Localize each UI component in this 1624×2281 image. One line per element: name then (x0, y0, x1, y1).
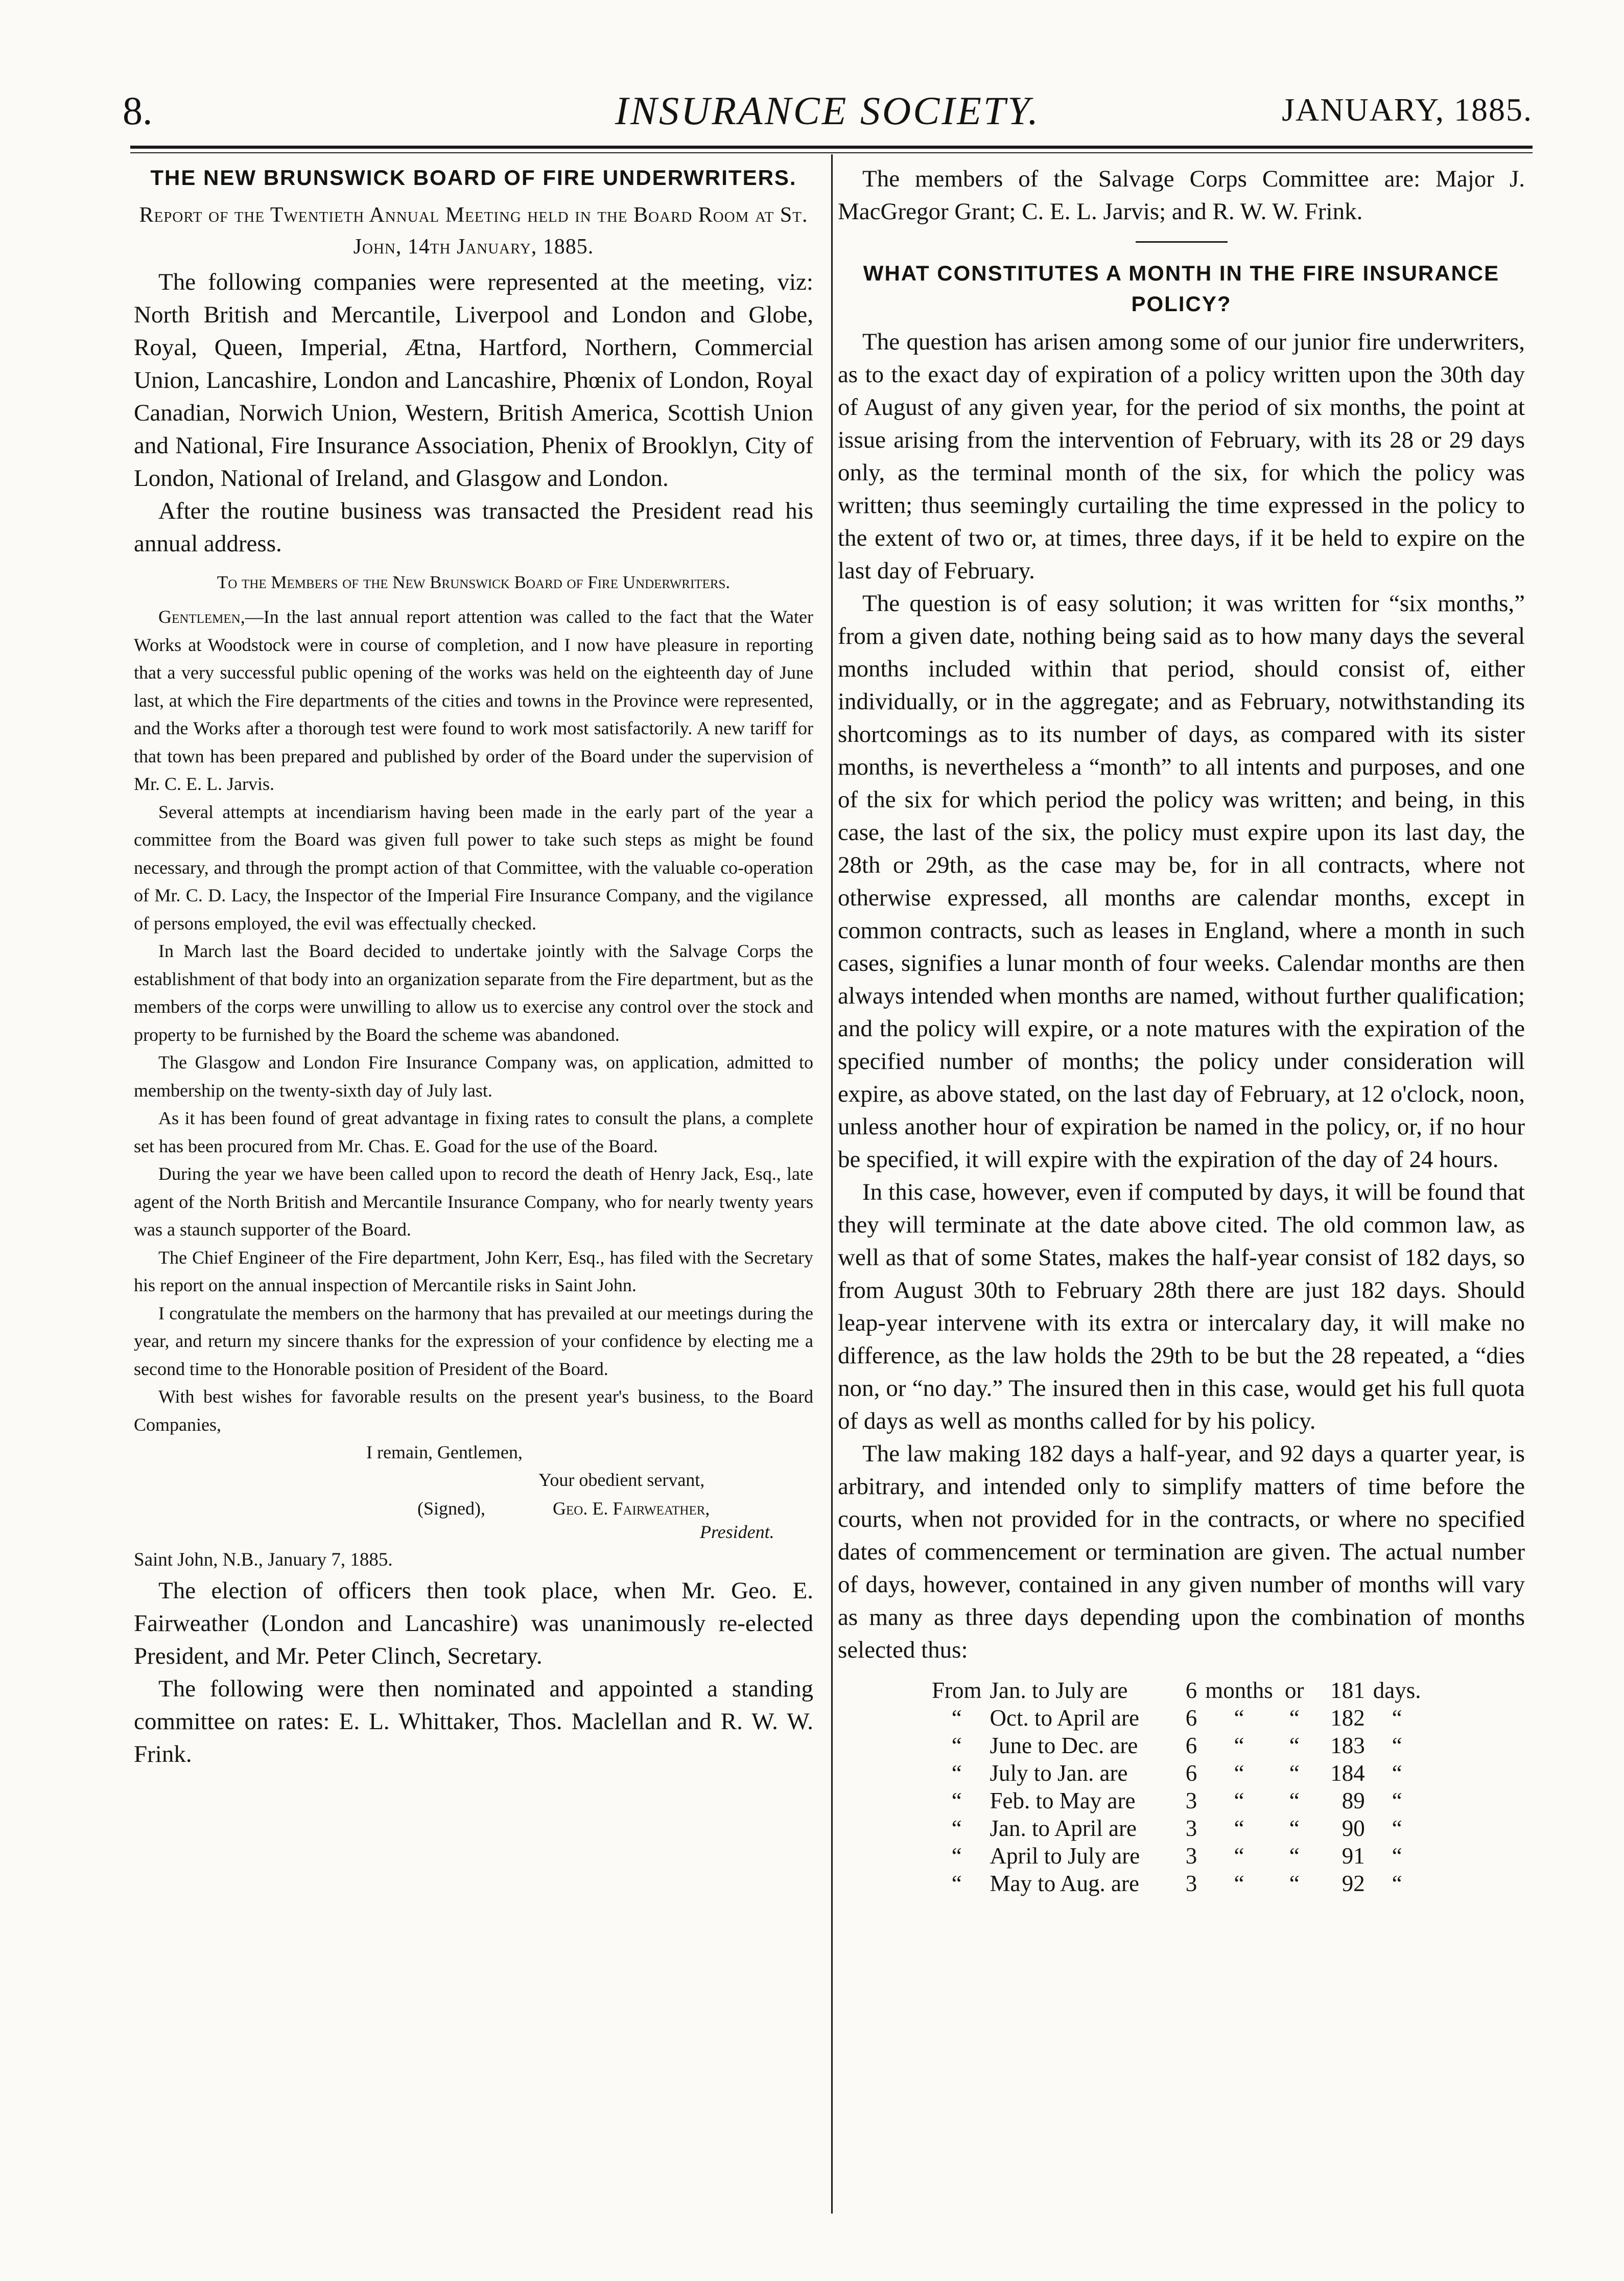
closing-servant: Your obedient servant, (538, 1470, 705, 1490)
address-heading: To the Members of the New Brunswick Board of Fire Underwriters. (217, 572, 731, 592)
paragraph: The question is of easy solution; it was written for “six months,” from a given date, nothing being said as to how many days the several months included within that period, should consist of, either individually, or in the aggregate; and as February, notwithstanding its shortcomings as to its number of days, as compared with its sister months, is nevertheless a “month” to all intents and purposes, and one of the six for which period the policy was written; and being, in this case, the last of the six, the policy must expire upon its last day, the 28th or 29th, as the case may be, for in all contracts, where not otherwise expressed, all months are calendar months, except in common contracts, such as leases in England, where a month in such cases, signifies a lunar month of four weeks. Calendar months are then always intended when months are named, without further qualification; and the policy will expire, or a note matures with the expiration of the specified number of months; the policy under consideration will expire, as above stated, on the last day of February, at 12 o'clock, noon, unless another hour of expiration be named in the policy, or, if no hour be specified, it will expire with the expiration of the day of 24 hours. (838, 590, 1525, 1173)
paragraph: The following were then nominated and appointed a standing committee on rates: E. L. Whittaker, Thos. Maclellan and R. W. W. Frink. (134, 1675, 813, 1767)
table-cell-mword: “ (1234, 1760, 1244, 1786)
salutation: Gentlemen, (158, 607, 245, 627)
table-cell-range: Oct. to April are (990, 1705, 1139, 1731)
table-cell-conj: “ (1289, 1816, 1300, 1841)
table-cell-lead: “ (951, 1843, 962, 1869)
address-paragraph: The Chief Engineer of the Fire department, John Kerr, Esq., has filed with the Secretary his report on the annual inspection of Mercantile risks in Saint John. (134, 1247, 813, 1295)
table-cell-months: 3 (1185, 1788, 1197, 1813)
journal-title: INSURANCE SOCIETY. (615, 88, 1040, 133)
column-divider (831, 154, 833, 2214)
table-cell-months: 6 (1185, 1705, 1197, 1731)
article-title-month: WHAT CONSTITUTES A MONTH IN THE FIRE INSURANCE POLICY? (863, 261, 1500, 316)
address-paragraph: The Glasgow and London Fire Insurance Company was, on application, admitted to membership on the twenty-sixth day of July last. (134, 1052, 813, 1101)
paragraph: The following companies were represented at the meeting, viz: North British and Mercantile, Liverpool and London and Globe, Royal, Queen, Imperial, Ætna, Hartford, Northern, Commercial Union, Lancashire, London and Lancashire, Phœnix of London, Royal Canadian, Norwich Union, Western, British America, Scottish Union and National, Fire Insurance Association, Phenix of Brooklyn, City of London, National of Ireland, and Glasgow and London. (134, 269, 813, 492)
paragraph: The law making 182 days a half-year, and 92 days a quarter year, is arbitrary, and intended only to simplify matters of time before the courts, when not provided for in the contracts, or where no specified dates of commencement or termination are given. The actual number of days, however, contained in any given number of months will vary as many as three days depending upon the combination of months selected thus: (838, 1440, 1525, 1663)
header-rule-thin (130, 152, 1533, 153)
table-cell-dword: “ (1392, 1788, 1402, 1813)
page-header (123, 88, 1533, 134)
article-title-nb-board: THE NEW BRUNSWICK BOARD OF FIRE UNDERWRITERS. (150, 166, 797, 190)
table-cell-range: June to Dec. are (990, 1733, 1138, 1758)
table-cell-lead: “ (951, 1705, 962, 1731)
table-cell-mword: “ (1234, 1871, 1244, 1896)
paragraph: After the routine business was transacted the President read his annual address. (134, 498, 813, 557)
table-cell-days: 183 (1330, 1733, 1365, 1758)
closing-signer: Geo. E. Fairweather, (553, 1498, 710, 1519)
table-row (928, 1842, 1425, 1870)
table-cell-range: Feb. to May are (990, 1788, 1136, 1813)
address-paragraph: I congratulate the members on the harmony that has prevailed at our meetings during the year, and return my sincere thanks for the expression of your confidence by electing me a second time to the Honorable position of President of the Board. (134, 1302, 813, 1379)
table-cell-conj: “ (1289, 1788, 1300, 1813)
table-cell-days: 89 (1341, 1788, 1365, 1813)
right-column (838, 162, 1525, 1897)
issue-date: JANUARY, 1885. (1282, 91, 1533, 128)
table-cell-mword: “ (1234, 1843, 1244, 1869)
table-cell-dword: “ (1392, 1871, 1402, 1896)
paragraph: The members of the Salvage Corps Committee are: Major J. MacGregor Grant; C. E. L. Jarvis; and R. W. W. Frink. (838, 166, 1525, 225)
table-row (928, 1759, 1425, 1787)
table-row (928, 1704, 1425, 1732)
table-cell-days: 90 (1341, 1816, 1365, 1841)
table-cell-dword: “ (1392, 1843, 1402, 1869)
table-cell-days: 184 (1330, 1760, 1365, 1786)
table-cell-months: 6 (1185, 1733, 1197, 1758)
paragraph: The question has arisen among some of our junior fire underwriters, as to the exact day of expiration of a policy written upon the 30th day of August of any given year, for the period of six months, the point at issue arising from the intervention of February, with its 28 or 29 days only, as the terminal month of the six, for which the policy was written; thus seemingly curtailing the time expressed in the policy to the extent of two or, at times, three days, if it be held to expire on the last day of February. (838, 329, 1525, 584)
table-cell-dword: “ (1392, 1760, 1402, 1786)
table-cell-days: 181 (1330, 1678, 1365, 1703)
table-cell-months: 3 (1185, 1816, 1197, 1841)
table-cell-days: 182 (1330, 1705, 1365, 1731)
table-cell-days: 91 (1341, 1843, 1365, 1869)
section-rule (1136, 241, 1228, 243)
table-cell-months: 6 (1185, 1760, 1197, 1786)
address-paragraph: As it has been found of great advantage in fixing rates to consult the plans, a complete set has been procured from Mr. Chas. E. Goad for the use of the Board. (134, 1108, 813, 1156)
table-cell-lead: From (932, 1678, 982, 1703)
table-cell-lead: “ (951, 1871, 962, 1896)
table-cell-months: 3 (1185, 1871, 1197, 1896)
closing-remain: I remain, Gentlemen, (366, 1442, 523, 1462)
table-cell-days: 92 (1341, 1871, 1365, 1896)
table-cell-mword: months (1205, 1678, 1273, 1703)
address-paragraph: Several attempts at incendiarism having been made in the early part of the year a committee from the Board was given full power to take such steps as might be found necessary, and through the prompt action of that Committee, with the valuable co-operation of Mr. C. D. Lacy, the Inspector of the Imperial Fire Insurance Company, and the vigilance of persons employed, the evil was effectually checked. (134, 801, 813, 934)
paragraph: The election of officers then took place, when Mr. Geo. E. Fairweather (London and Lancashire) was unanimously re-elected President, and Mr. Peter Clinch, Secretary. (134, 1577, 813, 1669)
address-paragraph: During the year we have been called upon to record the death of Henry Jack, Esq., late agent of the North British and Mercantile Insurance Company, who for nearly twenty years was a staunch supporter of the Board. (134, 1163, 813, 1240)
left-column (134, 162, 813, 1771)
months-table (928, 1677, 1425, 1897)
table-cell-mword: “ (1234, 1705, 1244, 1731)
table-cell-range: Jan. to July are (990, 1678, 1128, 1703)
table-cell-range: May to Aug. are (990, 1871, 1139, 1896)
address-paragraph: With best wishes for favorable results on the present year's business, to the Board Companies, (134, 1386, 813, 1435)
table-row (928, 1787, 1425, 1814)
page-number: 8. (123, 88, 153, 133)
table-cell-conj: “ (1289, 1843, 1300, 1869)
table-cell-lead: “ (951, 1733, 962, 1758)
table-cell-dword: “ (1392, 1705, 1402, 1731)
header-rule-thick (130, 146, 1533, 149)
table-cell-dword: “ (1392, 1733, 1402, 1758)
table-cell-conj: “ (1289, 1705, 1300, 1731)
letter-closing (134, 1438, 813, 1546)
table-cell-range: July to Jan. are (990, 1760, 1128, 1786)
table-cell-lead: “ (951, 1816, 962, 1841)
table-row (928, 1677, 1425, 1704)
table-cell-conj: or (1284, 1678, 1304, 1703)
table-cell-mword: “ (1234, 1816, 1244, 1841)
table-row (928, 1814, 1425, 1842)
table-cell-lead: “ (951, 1788, 962, 1813)
table-cell-range: Jan. to April are (990, 1816, 1137, 1841)
table-row (928, 1732, 1425, 1759)
paragraph: In this case, however, even if computed by days, it will be found that they will terminate at the date above cited. The old common law, as well as that of some States, makes the half-year consist of 182 days, so from August 30th to February 28th there are just 182 days. Should leap-year intervene with its extra or intercalary day, it will make no difference, as the law holds the 29th to be but the 28 repeated, a “dies non, or “no day.” The insured then in this case, would get his full quota of days as well as months called for by his policy. (838, 1179, 1525, 1434)
table-cell-months: 3 (1185, 1843, 1197, 1869)
table-cell-dword: “ (1392, 1816, 1402, 1841)
dateline: Saint John, N.B., January 7, 1885. (134, 1549, 393, 1570)
table-cell-conj: “ (1289, 1760, 1300, 1786)
closing-signer-title: President. (700, 1522, 774, 1542)
table-cell-dword: days. (1373, 1678, 1421, 1703)
table-cell-conj: “ (1289, 1871, 1300, 1896)
report-heading: Report of the Twentieth Annual Meeting held in the Board Room at St. John, 14th January, 1885. (139, 203, 808, 259)
table-cell-mword: “ (1234, 1788, 1244, 1813)
address-paragraph: Gentlemen,—In the last annual report attention was called to the fact that the Water Works at Woodstock were in course of completion, and I now have pleasure in reporting that a very successful public opening of the works was held on the eighteenth day of June last, at which the Fire departments of the cities and towns in the Province were represented, and the Works after a thorough test were found to work most satisfactorily. A new tariff for that town has been prepared and published by order of the Board under the supervision of Mr. C. E. L. Jarvis. (134, 607, 813, 794)
president-address (134, 603, 813, 1438)
address-paragraph: In March last the Board decided to undertake jointly with the Salvage Corps the establishment of that body into an organization separate from the Fire department, but as the members of the corps were unwilling to allow us to exercise any control over the stock and property to be furnished by the Board the scheme was abandoned. (134, 941, 813, 1045)
table-row (928, 1870, 1425, 1897)
table-cell-months: 6 (1185, 1678, 1197, 1703)
table-cell-mword: “ (1234, 1733, 1244, 1758)
table-cell-lead: “ (951, 1760, 962, 1786)
closing-signed: (Signed), (417, 1498, 485, 1519)
table-cell-conj: “ (1289, 1733, 1300, 1758)
table-cell-range: April to July are (990, 1843, 1140, 1869)
